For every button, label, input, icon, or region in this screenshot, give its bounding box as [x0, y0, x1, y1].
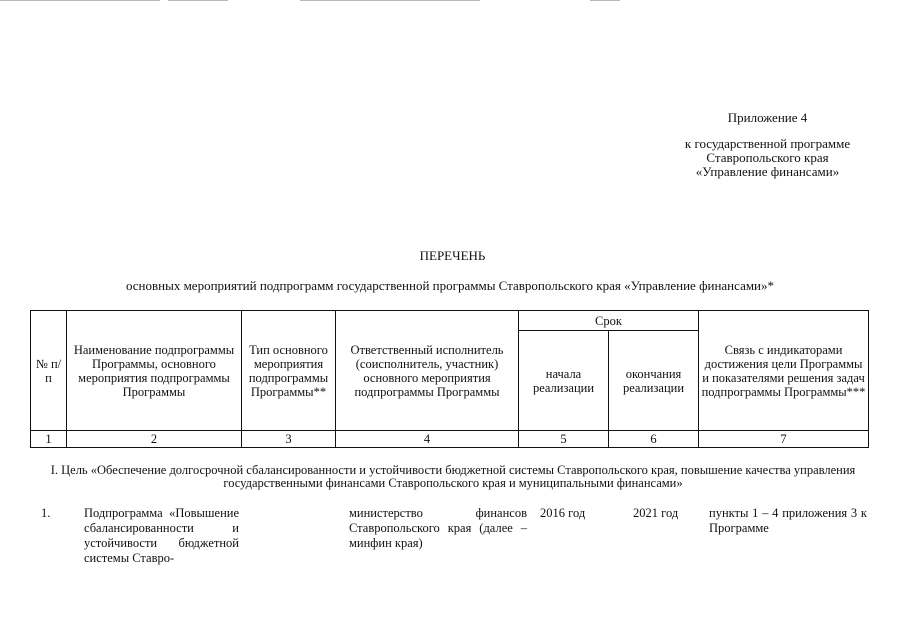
measures-table [30, 310, 869, 448]
appendix-title: Приложение 4 [727, 110, 808, 125]
column-number: 6 [609, 431, 699, 448]
scan-artifact-line [300, 0, 480, 1]
header-link: Связь с индикаторами достижения цели Программы и показателями решения задач подпрограммы Программы*** [699, 311, 869, 431]
scan-artifact-line [168, 0, 228, 1]
row-start: 2016 год [540, 506, 586, 520]
header-term-start: начала реализации [519, 331, 609, 431]
goal-text: I. Цель «Обеспечение долгосрочной сбалансированности и устойчивости бюджетной системы Ставропольского края, повышение качества управления государственными финансами Ставропольского края и муниципальными финансами» [50, 463, 856, 490]
appendix-line: к государственной программе [684, 136, 851, 151]
column-number: 5 [519, 431, 609, 448]
appendix-line: «Управление финансами» [695, 164, 840, 179]
row-num: 1. [41, 506, 51, 520]
row-name: Подпрограмма «Повышение сбалансированности и устойчивости бюджетной системы Ставро- [84, 506, 239, 565]
column-number: 2 [67, 431, 242, 448]
header-num: № п/п [31, 311, 67, 431]
appendix-line: Ставропольского края [706, 150, 829, 165]
header-term-end: окончания реализации [609, 331, 699, 431]
column-number: 1 [31, 431, 67, 448]
header-executor: Ответственный исполнитель (соисполнитель, участник) основного мероприятия подпрограммы Программы [336, 311, 519, 431]
scan-artifact-line [0, 0, 160, 1]
column-number: 7 [699, 431, 869, 448]
header-term: Срок [519, 311, 699, 331]
document-title: ПЕРЕЧЕНЬ [419, 248, 486, 263]
document-subtitle: основных мероприятий подпрограмм государственной программы Ставропольского края «Управление финансами»* [125, 278, 775, 293]
header-name: Наименование подпрограммы Программы, основного мероприятия подпрограммы Программы [67, 311, 242, 431]
appendix-block [660, 111, 875, 179]
row-executor: министерство финансов Ставропольского края (далее – минфин края) [349, 506, 527, 550]
row-link: пункты 1 – 4 приложения 3 к Программе [709, 506, 867, 535]
header-type: Тип основного мероприятия подпрограммы Программы** [242, 311, 336, 431]
row-end: 2021 год [633, 506, 679, 520]
column-number: 4 [336, 431, 519, 448]
column-number: 3 [242, 431, 336, 448]
scan-artifact-line [590, 0, 620, 1]
